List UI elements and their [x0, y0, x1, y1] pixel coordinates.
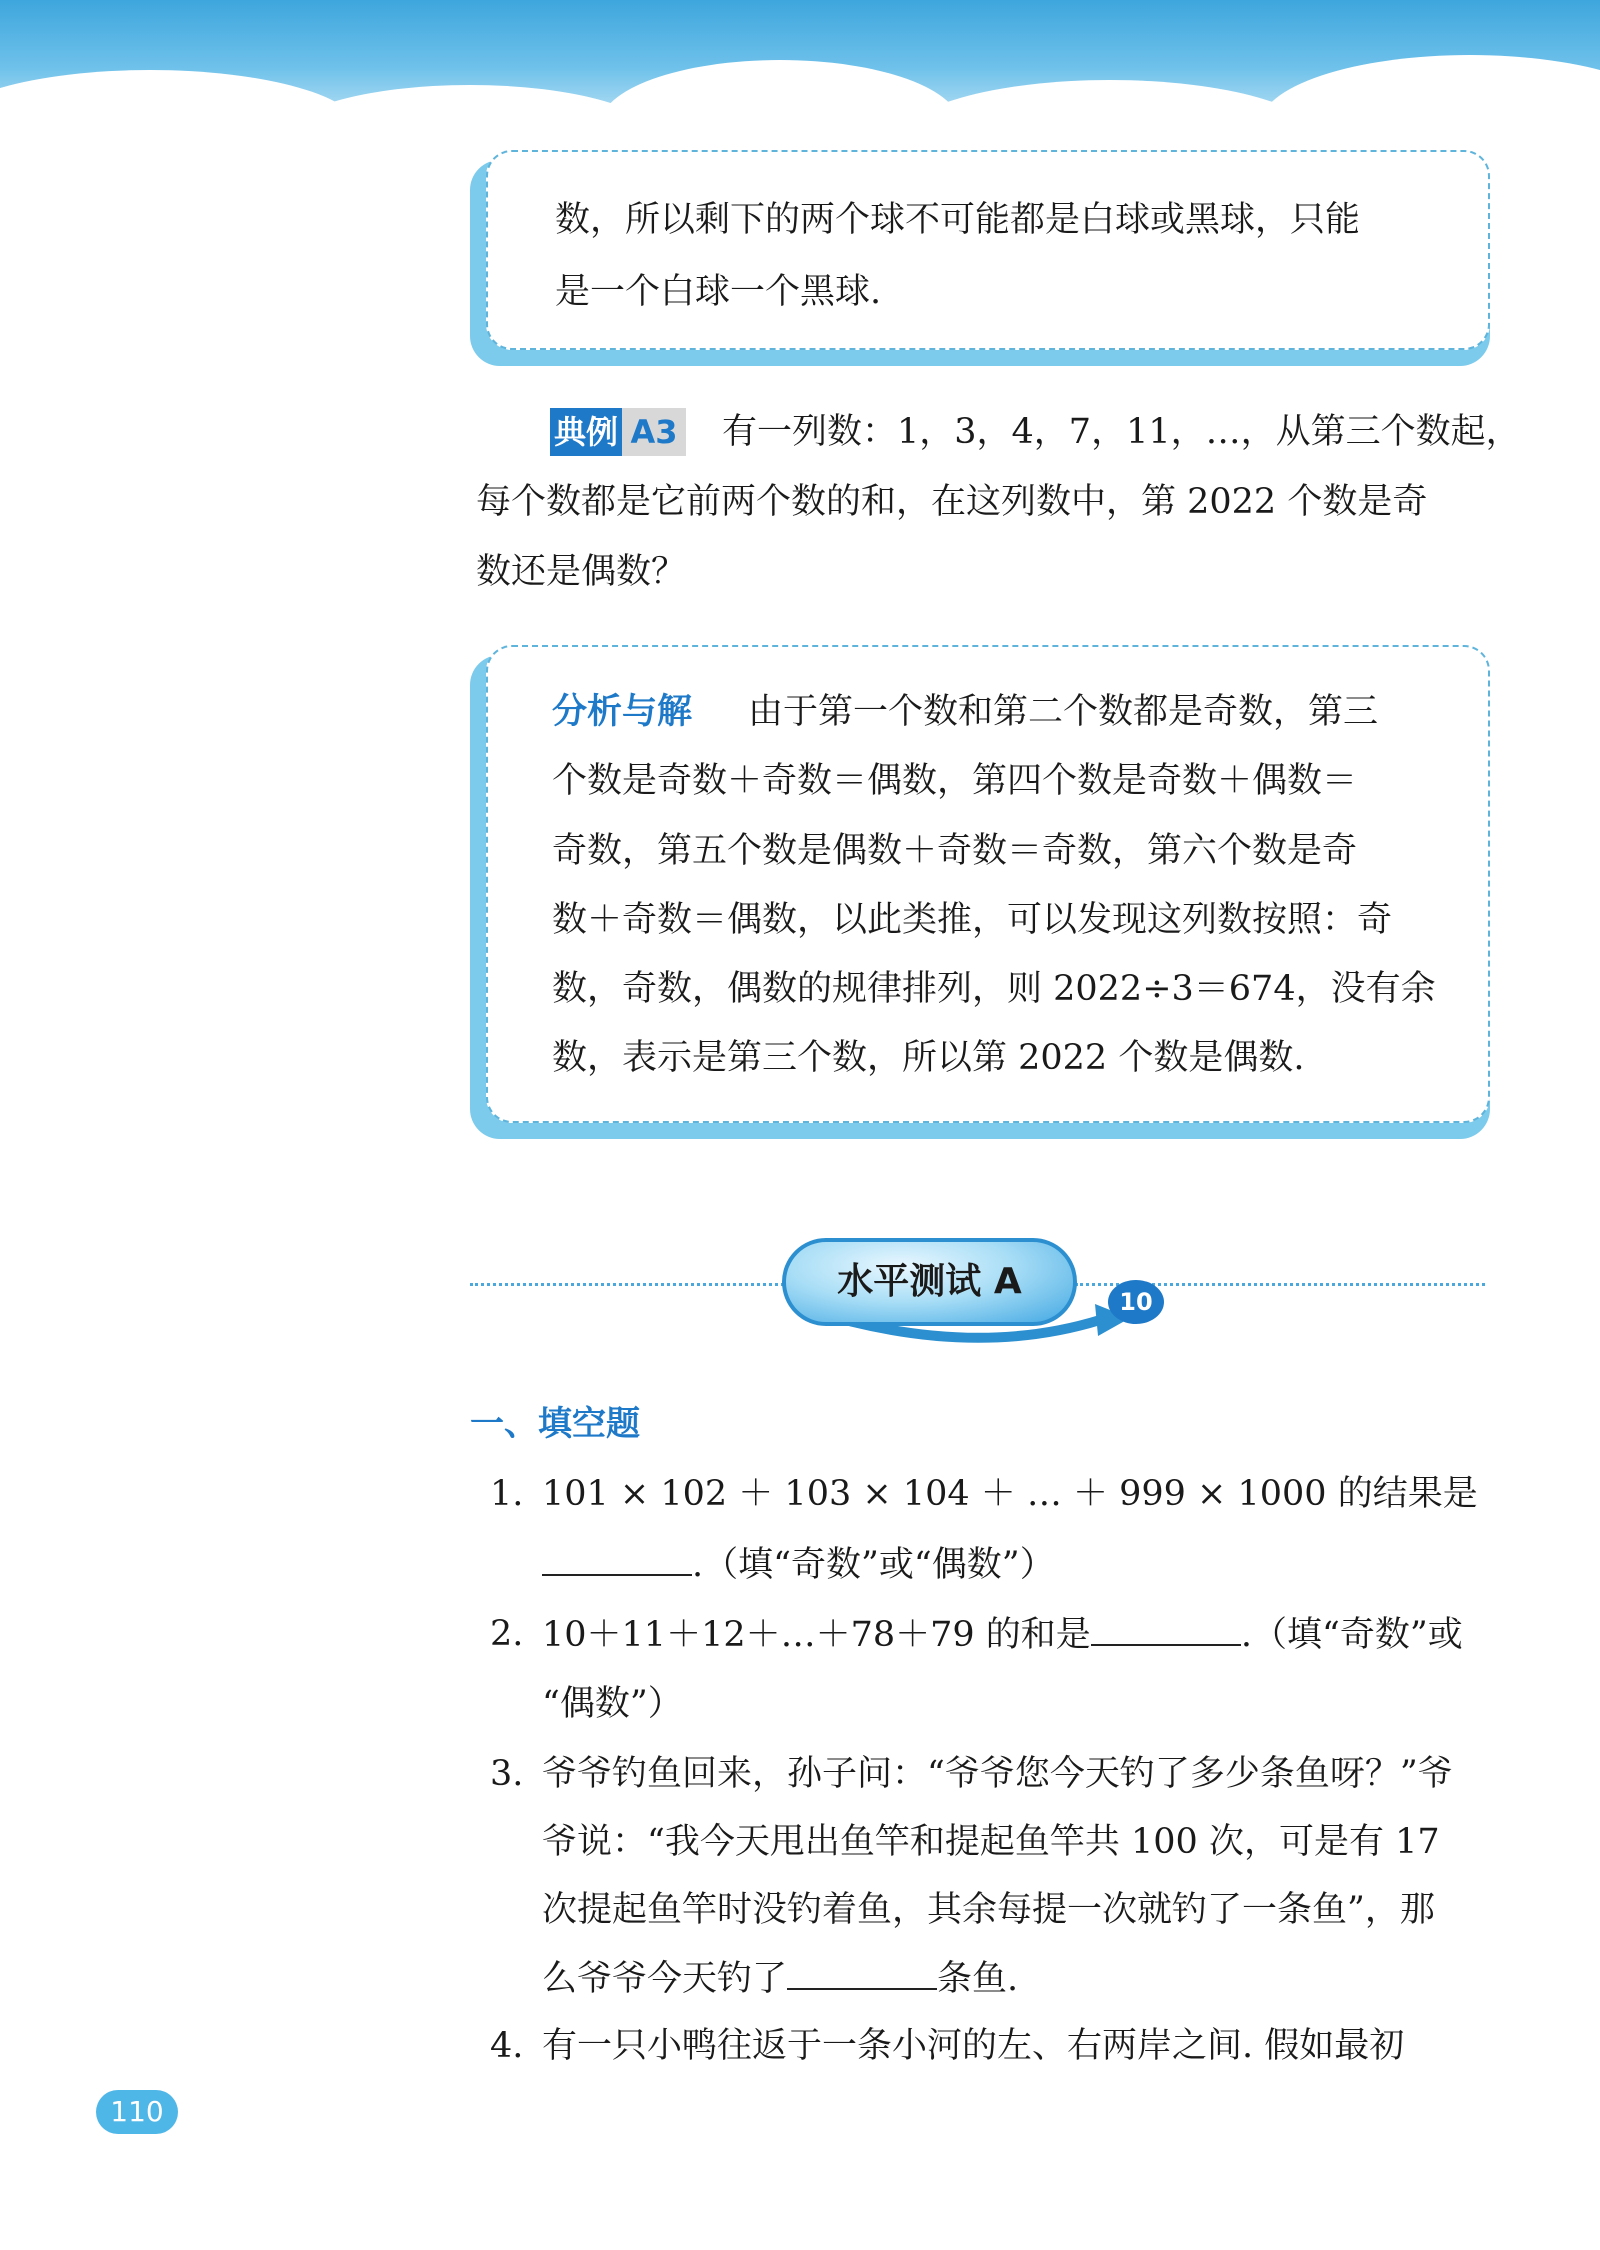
q3-line-3: 次提起鱼竿时没钓着鱼，其余每提一次就钓了一条鱼”，那 [542, 1890, 1435, 1930]
q1-line-2-text: .（填“奇数”或“偶数”） [692, 1545, 1055, 1585]
q1-number: 1. [490, 1474, 524, 1514]
q3-answer-blank[interactable] [787, 1954, 937, 1990]
q2-answer-blank[interactable] [1091, 1610, 1241, 1646]
test-badge: 10 [1108, 1280, 1164, 1324]
analysis-line-4: 数＋奇数＝偶数，以此类推，可以发现这列数按照：奇 [552, 900, 1393, 940]
analysis-line-5: 数，奇数，偶数的规律排列，则 2022÷3＝674，没有余 [552, 969, 1436, 1009]
example-line-2: 每个数都是它前两个数的和，在这列数中，第 2022 个数是奇 [476, 482, 1428, 522]
test-title-pill: 水平测试 A [782, 1238, 1077, 1326]
q2-line-1-text: 10＋11＋12＋…＋78＋79 的和是 [542, 1615, 1091, 1655]
q2-line-2: “偶数”） [542, 1684, 683, 1724]
analysis-label: 分析与解 [552, 692, 693, 732]
example-line-1: 有一列数：1，3，4，7，11，…，从第三个数起， [722, 412, 1521, 452]
continuation-box [486, 150, 1490, 350]
continuation-line-2: 是一个白球一个黑球. [555, 272, 882, 312]
q2-line-1-tail: .（填“奇数”或 [1240, 1615, 1463, 1655]
analysis-line-3: 奇数，第五个数是偶数＋奇数＝奇数，第六个数是奇 [552, 831, 1358, 871]
q1-line-1: 101 × 102 ＋ 103 × 104 ＋ … ＋ 999 × 1000 的结果是 [542, 1474, 1478, 1514]
test-divider-left [470, 1283, 790, 1286]
q1-line-2 [542, 1540, 1055, 1589]
q3-number: 3. [490, 1754, 524, 1794]
analysis-line-2: 个数是奇数＋奇数＝偶数，第四个数是奇数＋偶数＝ [552, 761, 1358, 801]
q3-line-4-text: 么爷爷今天钓了 [542, 1959, 788, 1999]
q2-line-1 [542, 1610, 1463, 1659]
q2-number: 2. [490, 1614, 524, 1654]
q4-number: 4. [490, 2026, 524, 2066]
analysis-line-1: 由于第一个数和第二个数都是奇数，第三 [748, 692, 1379, 732]
page-number: 110 [96, 2090, 178, 2134]
continuation-line-1: 数，所以剩下的两个球不可能都是白球或黑球，只能 [555, 200, 1361, 240]
example-tag-code: A3 [622, 408, 686, 456]
example-line-3: 数还是偶数？ [476, 552, 687, 592]
analysis-line-6: 数，表示是第三个数，所以第 2022 个数是偶数. [552, 1038, 1305, 1078]
example-tag-word: 典例 [550, 408, 622, 456]
q3-line-4-tail: 条鱼. [937, 1959, 1019, 1999]
section-heading: 一、填空题 [470, 1404, 640, 1444]
q4-line-1: 有一只小鸭往返于一条小河的左、右两岸之间. 假如最初 [542, 2026, 1405, 2066]
q3-line-1: 爷爷钓鱼回来，孙子问：“爷爷您今天钓了多少条鱼呀？”爷 [542, 1754, 1453, 1794]
q3-line-2: 爷说：“我今天甩出鱼竿和提起鱼竿共 100 次，可是有 17 [542, 1822, 1440, 1862]
q1-answer-blank[interactable] [542, 1540, 692, 1576]
q3-line-4 [542, 1954, 1018, 2003]
